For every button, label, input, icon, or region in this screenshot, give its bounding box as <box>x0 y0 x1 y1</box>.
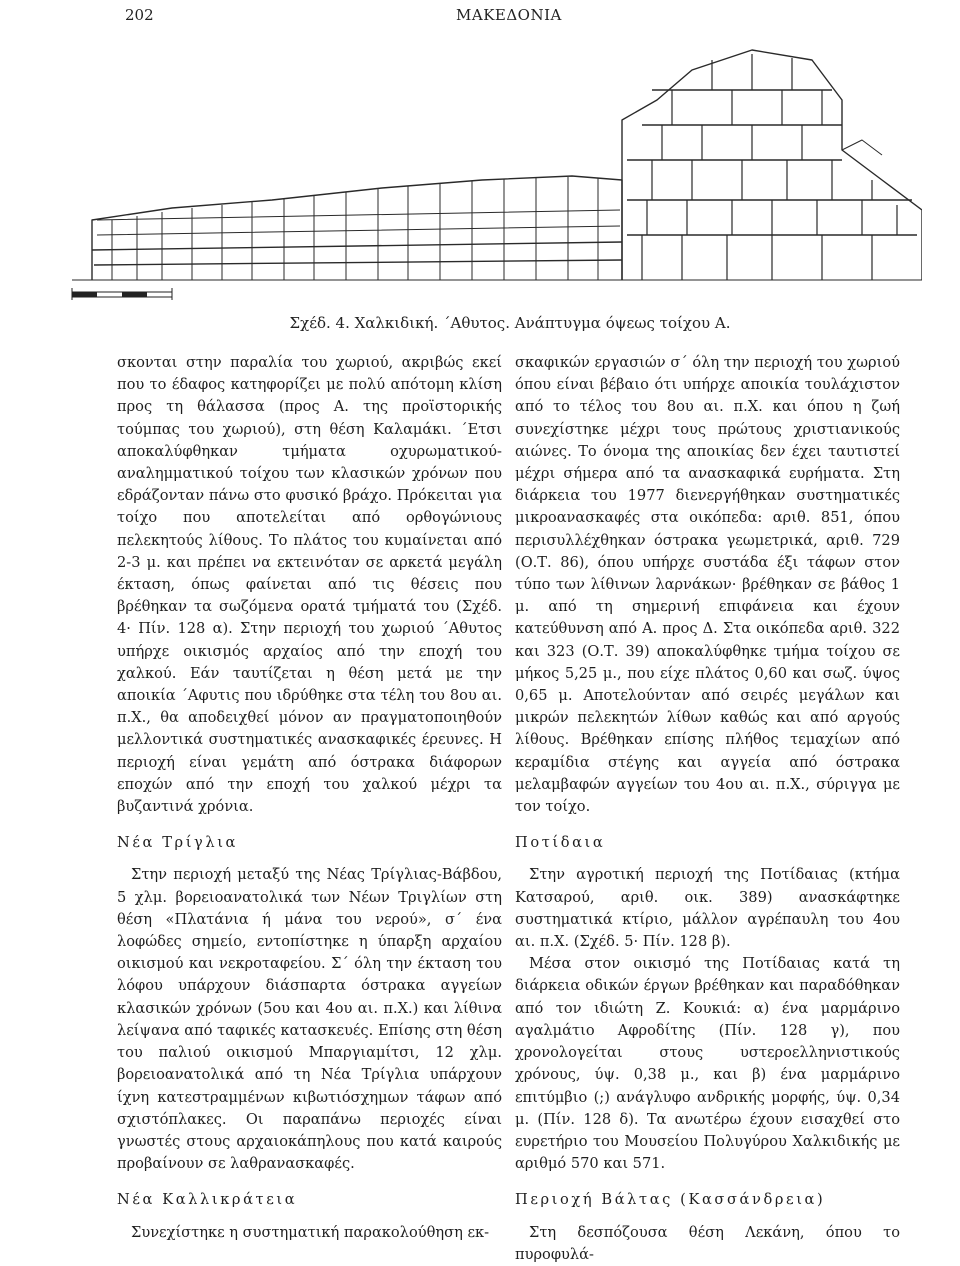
page-header <box>0 6 960 30</box>
paragraph: σκαφικών εργασιών σ΄ όλη την περιοχή του χωριού όπου είναι βέβαιο ότι υπήρχε αποικία τουλάχιστον από το τέλος του 8ου αι. π.Χ. και όπου η ζωή συνεχίστηκε μέχρι τους πρώτους χριστιανικούς αιώνες. Το όνομα της αποικίας δεν έχει ταυτιστεί μέχρι σήμερα από τα ανασκαφικά ευρήματα. Στη διάρκεια του 1977 διενεργήθηκαν συστηματικές μικροανασκαφές στα οικόπεδα: αριθ. 851, όπου περισυλλέχθηκαν όστρακα γεωμετρικά, αριθ. 729 (Ο.Τ. 86), όπου υπήρχε συστάδα έξι τάφων στον τύπο των λίθινων λαρνάκων· βρέθηκαν σε βάθος 1 μ. από τη σημερινή επιφάνεια και έχουν κατεύθυνση από Α. προς Δ. Στα οικόπεδα αριθ. 322 και 323 (Ο.Τ. 39) αποκαλύφθηκε τμήμα τοίχου σε μήκος 5,25 μ., που είχε πλάτος 0,60 και σωζ. ύψος 0,65 μ. Αποτελούνταν από σειρές μεγάλων και μικρών πελεκητών λίθων καθώς και από αργούς λίθους. Βρέθηκαν επίσης πλήθος τεμαχίων από κεραμίδια στέγης και αγγεία από όστρακα μελαμβαφών αγγείων του 4ου αι. π.Χ., σύριγγα με τον τοίχο. <box>515 354 900 816</box>
paragraph: Στη δεσπόζουσα θέση Λεκάνη, όπου το πυροφυλά- <box>515 1223 900 1263</box>
paragraph: σκονται στην παραλία του χωριού, ακριβώς εκεί που το έδαφος κατηφορίζει με πολύ απότομη κλίση προς τη θάλασσα (προς Α. της προϊστορικής τούμπας του χωριού), στη θέση Καλαμάκι. ΄Ετσι αποκαλύφθηκαν τμήματα οχυρωματικού-αναλημματικού τοίχου των κλασικών χρόνων που εδράζονταν πάνω στο φυσικό βράχο. Πρόκειται για τοίχο που αποτελείται από ορθογώνιους πελεκητούς λίθους. Το πλάτος του κυμαίνεται από 2-3 μ. και πρέπει να εκτεινόταν σε αρκετά μεγάλη έκταση, όπως φαίνεται από τις θέσεις που βρέθηκαν τα σωζόμενα ορατά τμήματά του (Σχέδ. 4· Πίν. 128 α). Στην περιοχή του χωριού ΄Αθυτος υπήρχε οικισμός αρχαίος από την εποχή του χαλκού. Εάν ταυτίζεται η θέση μετά με την αποικία ΄Αφυτις που ιδρύθηκε στα τέλη του 8ου αι. π.Χ., θα αποδειχθεί μόνον αν πραγματοποιηθούν μελλοντικά συστηματικές ανασκαφικές έρευνες. Η περιοχή είναι γεμάτη από όστρακα διάφορων εποχών από την εποχή του χαλκού μέχρι τα βυζαντινά χρόνια. <box>117 354 502 816</box>
right-column <box>515 352 900 1266</box>
wall-drawing-figure <box>52 30 922 320</box>
section-heading: Περιοχή Βάλτας (Κασσάνδρεια) <box>515 1191 826 1209</box>
running-head: ΜΑΚΕΔΟΝΙΑ <box>456 6 562 24</box>
page-number: 202 <box>125 6 154 24</box>
paragraph: Μέσα στον οικισμό της Ποτίδαιας κατά τη διάρκεια οδικών έργων βρέθηκαν και παραδόθηκαν από τον ιδιώτη Ζ. Κουκιά: α) ένα μαρμάρινο αγαλμάτιο Αφροδίτης (Πίν. 128 γ), που χρονολογείται στους υστεροελληνιστικούς χρόνους, ύψ. 0,38 μ., και β) ένα μαρμάρινο επιτύμβιο (;) ανάγλυφο ανδρικής μορφής, ύψ. 0,34 μ. (Πίν. 128 δ). Τα ανωτέρω έχουν εισαχθεί στο ευρετήριο του Μουσείου Πολυγύρου Χαλκιδικής με αριθμό 570 και 571. <box>515 955 900 1173</box>
figure-caption: Σχέδ. 4. Χαλκιδική. ΄Αθυτος. Ανάπτυγμα όψεως τοίχου Α. <box>289 314 731 332</box>
paragraph: Στην αγροτική περιοχή της Ποτίδαιας (κτήμα Κατσαρού, αριθ. οικ. 389) ανασκάφτηκε συστηματικά κτίριο, μάλλον αγρέπαυλη του 4ου αι. π.Χ. (Σχέδ. 5· Πίν. 128 β). <box>515 866 900 951</box>
section-heading: Νέα Καλλικράτεια <box>117 1191 298 1209</box>
left-column <box>117 352 502 1244</box>
scale-bar <box>72 288 172 300</box>
paragraph: Συνεχίστηκε η συστηματική παρακολούθηση εκ- <box>131 1223 490 1241</box>
paragraph: Στην περιοχή μεταξύ της Νέας Τρίγλιας-Βάβδου, 5 χλμ. βορειοανατολικά των Νέων Τριγλίων στη θέση «Πλατάνια ή μάνα του νερού», σ΄ ένα λοφώδες σημείο, εντοπίστηκε η ύπαρξη αρχαίου οικισμού και νεκροταφείου. Σ΄ όλη την έκταση του λόφου υπάρχουν διάσπαρτα όστρακα αγγείων κλασικών χρόνων (5ου και 4ου αι. π.Χ.) και λίθινα λείψανα από ταφικές κατασκευές. Επίσης στη θέση του παλιού οικισμού Μπαργιαμίτσι, 12 χλμ. βορειοανατολικά από τη Νέα Τρίγλια υπάρχουν ίχνη κατεστραμμένων κιβωτιόσχημων τάφων από σχιστόπλακες. Οι παραπάνω περιοχές είναι γνωστές στους αρχαιοκάπηλους που κατά καιρούς προβαίνουν σε λαθρανασκαφές. <box>117 866 502 1173</box>
section-heading: Ποτίδαια <box>515 834 606 852</box>
section-heading: Νέα Τρίγλια <box>117 834 239 852</box>
wall-elevation-drawing <box>52 30 922 320</box>
